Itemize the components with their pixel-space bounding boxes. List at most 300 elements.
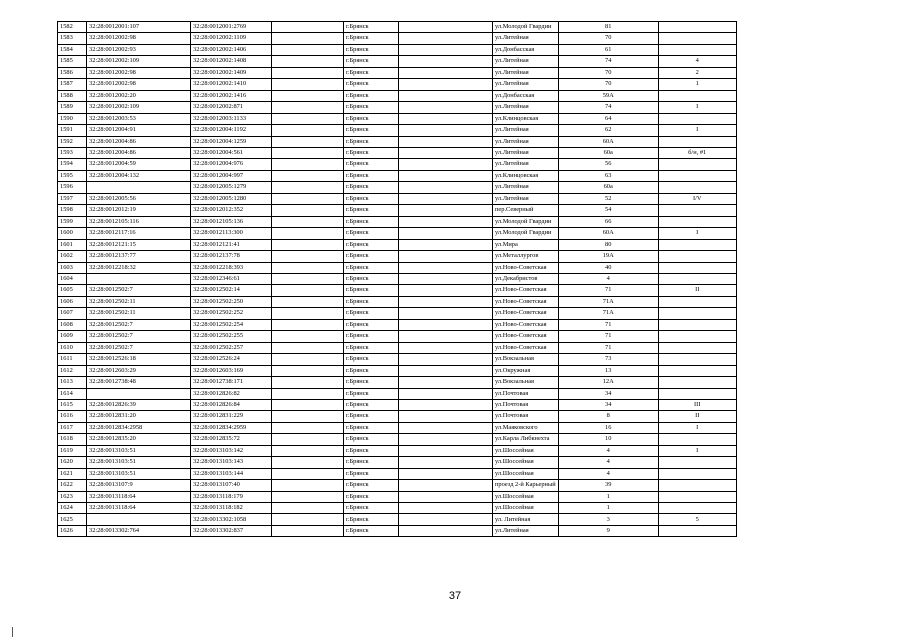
cell-empty xyxy=(272,113,344,124)
table-row xyxy=(58,239,814,250)
cell-row-number: 1583 xyxy=(58,33,87,44)
cell-street: ул.Литейная xyxy=(493,147,559,158)
cell-empty xyxy=(399,67,493,78)
cell-cadastral-number: 32:28:0012346:61 xyxy=(191,273,272,284)
cell-empty xyxy=(399,125,493,136)
cell-apartment xyxy=(658,113,736,124)
cell-city: г.Брянск xyxy=(344,480,399,491)
cell-street: ул.Клинцовская xyxy=(493,113,559,124)
cell-house: 71А xyxy=(558,308,658,319)
cell-row-number: 1602 xyxy=(58,251,87,262)
cell-empty xyxy=(272,239,344,250)
cell-empty xyxy=(272,377,344,388)
cell-city: г.Брянск xyxy=(344,445,399,456)
cell-row-number: 1615 xyxy=(58,399,87,410)
cell-row-number: 1587 xyxy=(58,79,87,90)
table-row xyxy=(58,193,814,204)
cell-empty xyxy=(399,44,493,55)
cell-street: проезд 2-й Карьерный xyxy=(493,480,559,491)
cell-house: 64 xyxy=(558,113,658,124)
cell-empty xyxy=(272,90,344,101)
cell-cadastral-number: 32:28:0012004:561 xyxy=(191,147,272,158)
cell-row-number: 1621 xyxy=(58,468,87,479)
cell-cadastral-number: 32:28:0012502:250 xyxy=(191,296,272,307)
cell-street: ул.Ново-Советская xyxy=(493,285,559,296)
cell-city: г.Брянск xyxy=(344,468,399,479)
cell-city: г.Брянск xyxy=(344,434,399,445)
cell-row-number: 1609 xyxy=(58,331,87,342)
cell-row-number: 1592 xyxy=(58,136,87,147)
cell-house: 34 xyxy=(558,399,658,410)
cell-cadastral-number: 32:28:0012502:14 xyxy=(191,285,272,296)
cell-city: г.Брянск xyxy=(344,182,399,193)
cell-apartment xyxy=(658,468,736,479)
cell-empty xyxy=(399,147,493,158)
cell-house: 4 xyxy=(558,468,658,479)
cell-cadastral-number: 32:28:0012831:229 xyxy=(191,411,272,422)
cell-empty xyxy=(272,422,344,433)
cell-cadastral-number: 32:28:0012002:1410 xyxy=(191,79,272,90)
cell-street: ул.Литейная xyxy=(493,125,559,136)
cell-empty xyxy=(399,388,493,399)
cell-cadastral-number: 32:28:0012502:254 xyxy=(191,319,272,330)
scan-edge-mark xyxy=(12,627,13,637)
cell-cadastral-number: 32:28:0012002:1408 xyxy=(191,56,272,67)
cell-land-plot-number: 32:28:0012831:20 xyxy=(87,411,191,422)
cell-city: г.Брянск xyxy=(344,365,399,376)
table-row xyxy=(58,491,814,502)
cell-apartment: I xyxy=(658,125,736,136)
table-body xyxy=(58,22,814,537)
cell-empty xyxy=(399,319,493,330)
cell-empty xyxy=(399,102,493,113)
cell-cadastral-number: 32:28:0012002:871 xyxy=(191,102,272,113)
cell-street: ул.Литейная xyxy=(493,33,559,44)
cell-street: ул.Мира xyxy=(493,239,559,250)
cell-cadastral-number: 32:28:0012834:2959 xyxy=(191,422,272,433)
cell-street: ул.Молодой Гвардии xyxy=(493,22,559,33)
cell-apartment: II xyxy=(658,285,736,296)
table-row xyxy=(58,216,814,227)
cell-empty xyxy=(399,285,493,296)
cell-empty xyxy=(399,457,493,468)
table-row xyxy=(58,113,814,124)
cell-land-plot-number: 32:28:0012835:20 xyxy=(87,434,191,445)
cell-apartment xyxy=(658,182,736,193)
registry-table xyxy=(57,21,814,537)
cell-row-number: 1585 xyxy=(58,56,87,67)
table-row xyxy=(58,205,814,216)
cell-cadastral-number: 32:28:0012002:1109 xyxy=(191,33,272,44)
cell-land-plot-number: 32:28:0012003:53 xyxy=(87,113,191,124)
cell-apartment xyxy=(658,525,736,536)
cell-apartment xyxy=(658,159,736,170)
cell-apartment xyxy=(658,273,736,284)
cell-land-plot-number: 32:28:0012002:98 xyxy=(87,33,191,44)
cell-house: 60а xyxy=(558,147,658,158)
cell-land-plot-number: 32:28:0012826:39 xyxy=(87,399,191,410)
cell-city: г.Брянск xyxy=(344,205,399,216)
cell-empty xyxy=(399,136,493,147)
cell-cadastral-number: 32:28:0013103:143 xyxy=(191,457,272,468)
cell-row-number: 1626 xyxy=(58,525,87,536)
cell-street: ул.Шоссейная xyxy=(493,445,559,456)
cell-city: г.Брянск xyxy=(344,228,399,239)
cell-city: г.Брянск xyxy=(344,342,399,353)
cell-city: г.Брянск xyxy=(344,525,399,536)
cell-apartment xyxy=(658,377,736,388)
cell-city: г.Брянск xyxy=(344,399,399,410)
cell-city: г.Брянск xyxy=(344,388,399,399)
cell-apartment xyxy=(658,251,736,262)
cell-house: 9 xyxy=(558,525,658,536)
cell-empty xyxy=(399,445,493,456)
cell-street: ул.Ново-Советская xyxy=(493,319,559,330)
cell-house: 8 xyxy=(558,411,658,422)
cell-street: ул.Литейная xyxy=(493,159,559,170)
cell-row-number: 1601 xyxy=(58,239,87,250)
cell-row-number: 1616 xyxy=(58,411,87,422)
cell-empty xyxy=(272,308,344,319)
cell-city: г.Брянск xyxy=(344,422,399,433)
cell-cadastral-number: 32:28:0013118:179 xyxy=(191,491,272,502)
cell-empty xyxy=(399,468,493,479)
cell-city: г.Брянск xyxy=(344,296,399,307)
cell-row-number: 1593 xyxy=(58,147,87,158)
cell-empty xyxy=(399,503,493,514)
table-row xyxy=(58,262,814,273)
cell-apartment xyxy=(658,503,736,514)
cell-empty xyxy=(272,136,344,147)
cell-land-plot-number: 32:28:0012002:109 xyxy=(87,102,191,113)
cell-street: ул.Шоссейная xyxy=(493,503,559,514)
table-row xyxy=(58,228,814,239)
cell-street: ул.Маяковского xyxy=(493,422,559,433)
cell-street: ул.Донбасская xyxy=(493,44,559,55)
cell-city: г.Брянск xyxy=(344,125,399,136)
cell-apartment xyxy=(658,354,736,365)
cell-apartment: б/н, #1 xyxy=(658,147,736,158)
cell-land-plot-number: 32:28:0013103:51 xyxy=(87,457,191,468)
cell-apartment xyxy=(658,342,736,353)
cell-empty xyxy=(399,33,493,44)
table-row xyxy=(58,170,814,181)
cell-cadastral-number: 32:28:0012826:84 xyxy=(191,399,272,410)
cell-row-number: 1614 xyxy=(58,388,87,399)
cell-street: ул.Литейная xyxy=(493,56,559,67)
cell-apartment: I xyxy=(658,102,736,113)
cell-empty xyxy=(399,262,493,273)
cell-apartment xyxy=(658,308,736,319)
cell-land-plot-number: 32:28:0012526:18 xyxy=(87,354,191,365)
cell-city: г.Брянск xyxy=(344,136,399,147)
cell-row-number: 1586 xyxy=(58,67,87,78)
cell-land-plot-number: 32:28:0012502:7 xyxy=(87,319,191,330)
cell-land-plot-number: 32:28:0013107:9 xyxy=(87,480,191,491)
cell-row-number: 1617 xyxy=(58,422,87,433)
cell-row-number: 1589 xyxy=(58,102,87,113)
table-row xyxy=(58,457,814,468)
cell-street: ул.Ново-Советская xyxy=(493,296,559,307)
cell-street: ул.Почтовая xyxy=(493,411,559,422)
cell-cadastral-number: 32:28:0012835:72 xyxy=(191,434,272,445)
cell-cadastral-number: 32:28:0012502:252 xyxy=(191,308,272,319)
cell-empty xyxy=(399,205,493,216)
cell-empty xyxy=(399,193,493,204)
cell-cadastral-number: 32:28:0012002:1409 xyxy=(191,67,272,78)
cell-cadastral-number: 32:28:0013103:144 xyxy=(191,468,272,479)
cell-cadastral-number: 32:28:0012105:136 xyxy=(191,216,272,227)
cell-row-number: 1612 xyxy=(58,365,87,376)
cell-house: 4 xyxy=(558,273,658,284)
cell-house: 81 xyxy=(558,22,658,33)
cell-row-number: 1584 xyxy=(58,44,87,55)
cell-house: 61 xyxy=(558,44,658,55)
cell-empty xyxy=(399,113,493,124)
cell-cadastral-number: 32:28:0013302:1058 xyxy=(191,514,272,525)
cell-city: г.Брянск xyxy=(344,262,399,273)
cell-row-number: 1599 xyxy=(58,216,87,227)
cell-house: 71 xyxy=(558,285,658,296)
cell-house: 60а xyxy=(558,182,658,193)
cell-apartment: II xyxy=(658,411,736,422)
cell-apartment xyxy=(658,491,736,502)
cell-city: г.Брянск xyxy=(344,457,399,468)
cell-empty xyxy=(272,159,344,170)
cell-empty xyxy=(272,205,344,216)
cell-house: 56 xyxy=(558,159,658,170)
cell-cadastral-number: 32:28:0013103:142 xyxy=(191,445,272,456)
cell-row-number: 1611 xyxy=(58,354,87,365)
cell-apartment xyxy=(658,296,736,307)
cell-row-number: 1582 xyxy=(58,22,87,33)
cell-empty xyxy=(399,514,493,525)
cell-house: 12А xyxy=(558,377,658,388)
table-row xyxy=(58,136,814,147)
table-row xyxy=(58,434,814,445)
cell-city: г.Брянск xyxy=(344,216,399,227)
cell-cadastral-number: 32:28:0012004:976 xyxy=(191,159,272,170)
cell-empty xyxy=(272,273,344,284)
cell-row-number: 1604 xyxy=(58,273,87,284)
cell-apartment: 1 xyxy=(658,79,736,90)
cell-row-number: 1608 xyxy=(58,319,87,330)
cell-cadastral-number: 32:28:0012121:41 xyxy=(191,239,272,250)
cell-empty xyxy=(399,79,493,90)
cell-empty xyxy=(399,216,493,227)
table-row xyxy=(58,125,814,136)
cell-empty xyxy=(399,251,493,262)
cell-street: ул.Клинцовская xyxy=(493,170,559,181)
cell-row-number: 1618 xyxy=(58,434,87,445)
cell-land-plot-number: 32:28:0012834:2958 xyxy=(87,422,191,433)
cell-land-plot-number: 32:28:0012502:7 xyxy=(87,331,191,342)
cell-empty xyxy=(272,251,344,262)
cell-apartment: III xyxy=(658,399,736,410)
cell-row-number: 1606 xyxy=(58,296,87,307)
cell-land-plot-number: 32:28:0012002:98 xyxy=(87,79,191,90)
cell-cadastral-number: 32:28:0013107:40 xyxy=(191,480,272,491)
table-row xyxy=(58,468,814,479)
cell-row-number: 1598 xyxy=(58,205,87,216)
cell-empty xyxy=(272,296,344,307)
cell-land-plot-number: 32:28:0012502:7 xyxy=(87,285,191,296)
cell-empty xyxy=(399,56,493,67)
table-row xyxy=(58,79,814,90)
cell-house: 60А xyxy=(558,228,658,239)
cell-street: ул.Шоссейная xyxy=(493,457,559,468)
table-row xyxy=(58,331,814,342)
table-row xyxy=(58,422,814,433)
cell-street: ул.Донбасская xyxy=(493,90,559,101)
cell-city: г.Брянск xyxy=(344,308,399,319)
table-row xyxy=(58,342,814,353)
cell-empty xyxy=(272,365,344,376)
cell-empty xyxy=(272,44,344,55)
cell-empty xyxy=(272,102,344,113)
cell-empty xyxy=(272,262,344,273)
cell-land-plot-number: 32:28:0012137:77 xyxy=(87,251,191,262)
cell-empty xyxy=(399,228,493,239)
cell-apartment: 2 xyxy=(658,67,736,78)
cell-land-plot-number xyxy=(87,273,191,284)
cell-street: ул.Молодой Гвардии xyxy=(493,228,559,239)
cell-land-plot-number: 32:28:0012502:11 xyxy=(87,296,191,307)
table-row xyxy=(58,411,814,422)
cell-apartment xyxy=(658,170,736,181)
cell-empty xyxy=(399,342,493,353)
cell-empty xyxy=(399,399,493,410)
cell-row-number: 1596 xyxy=(58,182,87,193)
cell-city: г.Брянск xyxy=(344,331,399,342)
cell-empty xyxy=(399,90,493,101)
cell-row-number: 1625 xyxy=(58,514,87,525)
cell-street: ул.Ново-Советская xyxy=(493,262,559,273)
table-row xyxy=(58,285,814,296)
cell-empty xyxy=(272,67,344,78)
cell-street: ул.Карла Либкнехта xyxy=(493,434,559,445)
cell-row-number: 1588 xyxy=(58,90,87,101)
table-row xyxy=(58,354,814,365)
cell-city: г.Брянск xyxy=(344,56,399,67)
cell-land-plot-number: 32:28:0012603:29 xyxy=(87,365,191,376)
cell-house: 39 xyxy=(558,480,658,491)
cell-apartment xyxy=(658,319,736,330)
cell-row-number: 1597 xyxy=(58,193,87,204)
cell-street: ул.Окружная xyxy=(493,365,559,376)
cell-apartment xyxy=(658,33,736,44)
table-row xyxy=(58,296,814,307)
cell-empty xyxy=(272,342,344,353)
cell-empty xyxy=(272,411,344,422)
cell-empty xyxy=(272,388,344,399)
cell-row-number: 1620 xyxy=(58,457,87,468)
cell-empty xyxy=(399,159,493,170)
table-row xyxy=(58,22,814,33)
cell-cadastral-number: 32:28:0012603:169 xyxy=(191,365,272,376)
cell-empty xyxy=(399,365,493,376)
cell-empty xyxy=(272,514,344,525)
cell-house: 52 xyxy=(558,193,658,204)
cell-row-number: 1603 xyxy=(58,262,87,273)
cell-street: ул.Вокзальная xyxy=(493,354,559,365)
cell-cadastral-number: 32:28:0012502:255 xyxy=(191,331,272,342)
table-row xyxy=(58,399,814,410)
cell-house: 40 xyxy=(558,262,658,273)
cell-row-number: 1605 xyxy=(58,285,87,296)
cell-empty xyxy=(399,296,493,307)
cell-house: 59А xyxy=(558,90,658,101)
cell-house: 74 xyxy=(558,56,658,67)
cell-apartment xyxy=(658,90,736,101)
cell-land-plot-number: 32:28:0012004:132 xyxy=(87,170,191,181)
table-row xyxy=(58,308,814,319)
cell-city: г.Брянск xyxy=(344,102,399,113)
cell-apartment: I xyxy=(658,422,736,433)
cell-apartment: 4 xyxy=(658,56,736,67)
cell-empty xyxy=(272,33,344,44)
cell-city: г.Брянск xyxy=(344,503,399,514)
cell-street: ул.Литейная xyxy=(493,182,559,193)
cell-empty xyxy=(399,354,493,365)
cell-street: пер.Северный xyxy=(493,205,559,216)
cell-house: 66 xyxy=(558,216,658,227)
cell-cadastral-number: 32:28:0012113:300 xyxy=(191,228,272,239)
cell-apartment: 5 xyxy=(658,514,736,525)
cell-street: ул.Литейная xyxy=(493,193,559,204)
cell-cadastral-number: 32:28:0012003:1133 xyxy=(191,113,272,124)
cell-empty xyxy=(272,503,344,514)
cell-land-plot-number: 32:28:0012012:19 xyxy=(87,205,191,216)
cell-cadastral-number: 32:28:0012137:78 xyxy=(191,251,272,262)
cell-city: г.Брянск xyxy=(344,411,399,422)
cell-house: 13 xyxy=(558,365,658,376)
cell-apartment xyxy=(658,205,736,216)
table-row xyxy=(58,56,814,67)
cell-empty xyxy=(272,354,344,365)
table-row xyxy=(58,514,814,525)
cell-street: ул.Ново-Советская xyxy=(493,331,559,342)
cell-house: 16 xyxy=(558,422,658,433)
cell-cadastral-number: 32:28:0012218:393 xyxy=(191,262,272,273)
cell-city: г.Брянск xyxy=(344,113,399,124)
cell-city: г.Брянск xyxy=(344,319,399,330)
cell-city: г.Брянск xyxy=(344,239,399,250)
cell-house: 63 xyxy=(558,170,658,181)
table-row xyxy=(58,503,814,514)
cell-city: г.Брянск xyxy=(344,147,399,158)
cell-apartment xyxy=(658,457,736,468)
cell-cadastral-number: 32:28:0012004:1259 xyxy=(191,136,272,147)
cell-row-number: 1624 xyxy=(58,503,87,514)
table-row xyxy=(58,273,814,284)
cell-row-number: 1623 xyxy=(58,491,87,502)
cell-row-number: 1622 xyxy=(58,480,87,491)
table-row xyxy=(58,90,814,101)
cell-row-number: 1619 xyxy=(58,445,87,456)
cell-empty xyxy=(399,491,493,502)
cell-street: ул.Декабристов xyxy=(493,273,559,284)
cell-city: г.Брянск xyxy=(344,377,399,388)
cell-apartment: I xyxy=(658,228,736,239)
cell-city: г.Брянск xyxy=(344,90,399,101)
cell-empty xyxy=(272,56,344,67)
cell-apartment xyxy=(658,388,736,399)
cell-street: ул.Литейная xyxy=(493,79,559,90)
cell-land-plot-number: 32:28:0012004:86 xyxy=(87,136,191,147)
cell-apartment xyxy=(658,136,736,147)
cell-city: г.Брянск xyxy=(344,354,399,365)
